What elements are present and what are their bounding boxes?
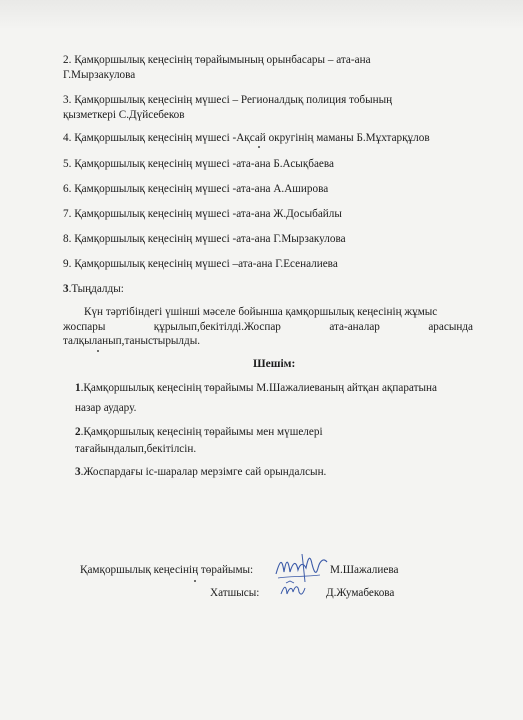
decision-title: Шешім: <box>253 358 296 370</box>
decision-2-line-2: тағайындалып,бекітілсін. <box>75 443 197 455</box>
listened-heading <box>63 282 124 296</box>
secretary-title: Хатшысы: <box>210 587 260 599</box>
secretary-name: Д.Жумабекова <box>326 587 395 599</box>
chair-title: Қамқоршылық кеңесінің төрайымы: <box>80 564 254 576</box>
scan-speck <box>97 350 99 352</box>
paragraph-word-3: ата-аналар <box>329 321 380 333</box>
decision-1-number: 1 <box>75 382 81 394</box>
paragraph-line-3: талқыланып,таныстырылды. <box>63 335 201 347</box>
scan-shadow <box>0 0 523 30</box>
paragraph-line-1: Күн тәртібіндегі үшінші мәселе бойынша қамқоршылық кеңесінің жұмыс <box>84 306 438 318</box>
decision-2-number: 2 <box>75 426 81 438</box>
paragraph-word-4: арасында <box>428 321 473 333</box>
paragraph-word-1: жоспары <box>63 321 106 333</box>
item-3-line-1: 3. Қамқоршылық кеңесінің мүшесі – Регионалдық полиция тобының <box>63 94 393 106</box>
decision-3-number: 3 <box>75 466 81 478</box>
item-6: 6. Қамқоршылық кеңесінің мүшесі -ата-ана А.Аширова <box>63 183 329 195</box>
secretary-signature <box>278 578 308 602</box>
item-4: 4. Қамқоршылық кеңесінің мүшесі -Ақсай округінің маманы Б.Мұхтарқұлов <box>63 132 430 144</box>
paragraph-word-2: құрылып,бекітілді.Жоспар <box>153 321 281 333</box>
item-8: 8. Қамқоршылық кеңесінің мүшесі -ата-ана Г.Мырзакулова <box>63 233 346 245</box>
decision-1-line-2: назар аудару. <box>75 402 137 414</box>
item-3-line-2: қызметкері С.Дүйсебеков <box>63 109 185 121</box>
decision-2-line-1 <box>75 425 323 439</box>
item-5: 5. Қамқоршылық кеңесінің мүшесі -ата-ана Б.Асықбаева <box>63 158 334 170</box>
item-2-line-2: Г.Мырзакулова <box>63 69 136 81</box>
scan-speck <box>258 146 260 148</box>
scan-speck <box>194 580 196 582</box>
item-2-line-1: 2. Қамқоршылық кеңесінің төрайымының орынбасары – ата-ана <box>63 54 371 66</box>
chair-name: М.Шажалиева <box>330 564 399 576</box>
decision-2-text: .Қамқоршылық кеңесінің төрайымы мен мүшелері <box>80 426 323 438</box>
item-7: 7. Қамқоршылық кеңесінің мүшесі -ата-ана Ж.Досыбайлы <box>63 208 342 220</box>
decision-3-text: .Жоспардағы іс-шаралар мерзімге сай орындалсын. <box>80 466 327 478</box>
item-9: 9. Қамқоршылық кеңесінің мүшесі –ата-ана Г.Есеналиева <box>63 258 338 270</box>
decision-1-line-1 <box>75 381 437 395</box>
listened-number: 3 <box>63 283 69 295</box>
paragraph-line-2 <box>63 320 473 335</box>
listened-title: .Тыңдалды: <box>68 283 124 295</box>
decision-1-text: .Қамқоршылық кеңесінің төрайымы М.Шажалиеваның айтқан ақпаратына <box>80 382 437 394</box>
decision-3-line-1 <box>75 465 326 479</box>
